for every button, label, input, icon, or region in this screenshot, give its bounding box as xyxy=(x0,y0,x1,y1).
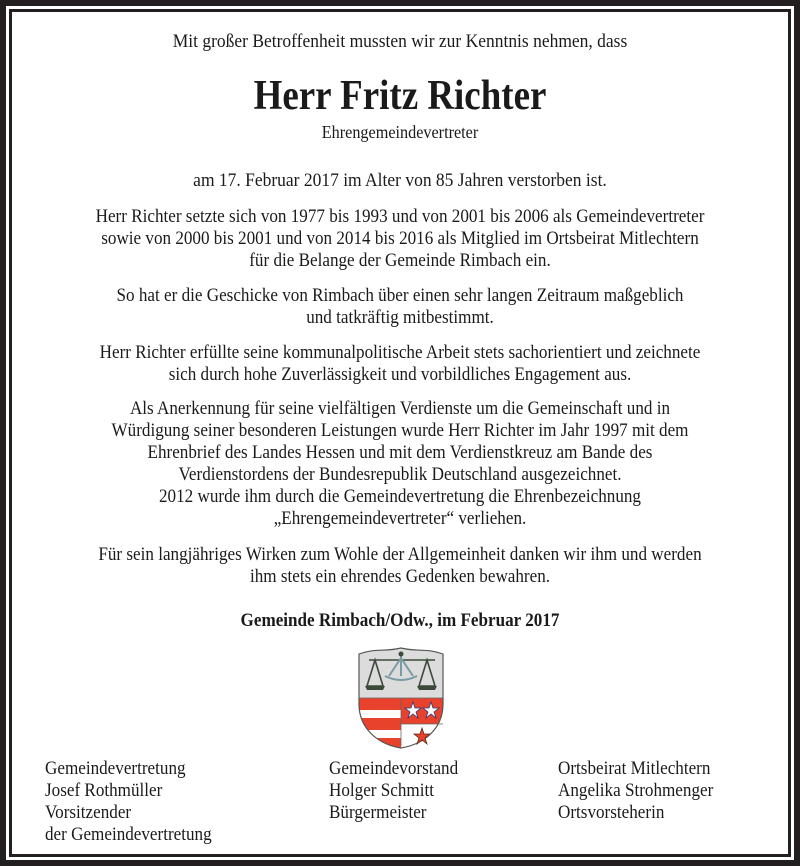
signatory-board xyxy=(329,758,473,824)
paragraph-work xyxy=(12,342,788,386)
signature-line: Gemeinde Rimbach/Odw., im Februar 2017 xyxy=(240,610,560,631)
signatory-local-council xyxy=(558,758,731,824)
paragraph-line: So hat er die Geschicke von Rimbach über einen sehr langen Zeitraum maßgeblich xyxy=(116,285,684,306)
signatory-line: Ortsbeirat Mitlechtern xyxy=(558,758,711,779)
obituary-content xyxy=(12,12,788,854)
paragraph-line: Verdienstordens der Bundesrepublik Deutschland ausgezeichnet. xyxy=(178,464,622,485)
deceased-name: Herr Fritz Richter xyxy=(253,73,547,119)
paragraph-line: für die Belange der Gemeinde Rimbach ein. xyxy=(249,250,551,271)
paragraph-line: „Ehrengemeindevertreter“ verliehen. xyxy=(273,508,527,529)
signatory-line: Ortsvorsteherin xyxy=(558,802,665,823)
signatory-line: Gemeindevorstand xyxy=(329,758,459,779)
signatory-line: Gemeindevertretung xyxy=(45,758,186,779)
signatory-line: Holger Schmitt xyxy=(329,780,434,801)
death-line: am 17. Februar 2017 im Alter von 85 Jahren verstorben ist. xyxy=(193,170,607,191)
paragraph-line: und tatkräftig mitbestimmt. xyxy=(306,307,494,328)
paragraph-line: Ehrenbrief des Landes Hessen und mit dem Verdienstkreuz am Bande des xyxy=(147,442,653,463)
paragraph-influence xyxy=(12,285,788,329)
paragraph-honors xyxy=(12,398,788,530)
obituary-frame xyxy=(9,9,791,857)
paragraph-line: Herr Richter setzte sich von 1977 bis 1993 und von 2001 bis 2006 als Gemeindevertreter xyxy=(95,206,705,227)
coat-of-arms-icon xyxy=(355,646,447,750)
paragraph-line: Als Anerkennung für seine vielfältigen Verdienste um die Gemeinschaft und in xyxy=(129,398,671,419)
paragraph-line: sich durch hohe Zuverlässigkeit und vorbildliches Engagement aus. xyxy=(168,364,632,385)
intro-text: Mit großer Betroffenheit mussten wir zur Kenntnis nehmen, dass xyxy=(172,31,628,52)
paragraph-line: sowie von 2000 bis 2001 und von 2014 bis 2016 als Mitglied im Ortsbeirat Mitlechtern xyxy=(101,228,699,249)
signatory-line: der Gemeindevertretung xyxy=(45,824,212,845)
paragraph-thanks xyxy=(12,544,788,588)
signatory-line: Bürgermeister xyxy=(329,802,427,823)
signatory-council xyxy=(45,758,230,846)
deceased-title: Ehrengemeindevertreter xyxy=(321,122,479,142)
paragraph-line: ihm stets ein ehrendes Gedenken bewahren. xyxy=(249,566,551,587)
paragraph-service xyxy=(12,206,788,272)
paragraph-line: Herr Richter erfüllte seine kommunalpolitische Arbeit stets sachorientiert und zeichnete xyxy=(99,342,701,363)
paragraph-line: 2012 wurde ihm durch die Gemeindevertretung die Ehrenbezeichnung xyxy=(159,486,641,507)
paragraph-line: Für sein langjähriges Wirken zum Wohle der Allgemeinheit danken wir ihm und werden xyxy=(98,544,702,565)
signatory-line: Josef Rothmüller xyxy=(45,780,163,801)
signatory-line: Vorsitzender xyxy=(45,802,132,823)
paragraph-line: Würdigung seiner besonderen Leistungen wurde Herr Richter im Jahr 1997 mit dem xyxy=(111,420,689,441)
signatory-line: Angelika Strohmenger xyxy=(558,780,714,801)
